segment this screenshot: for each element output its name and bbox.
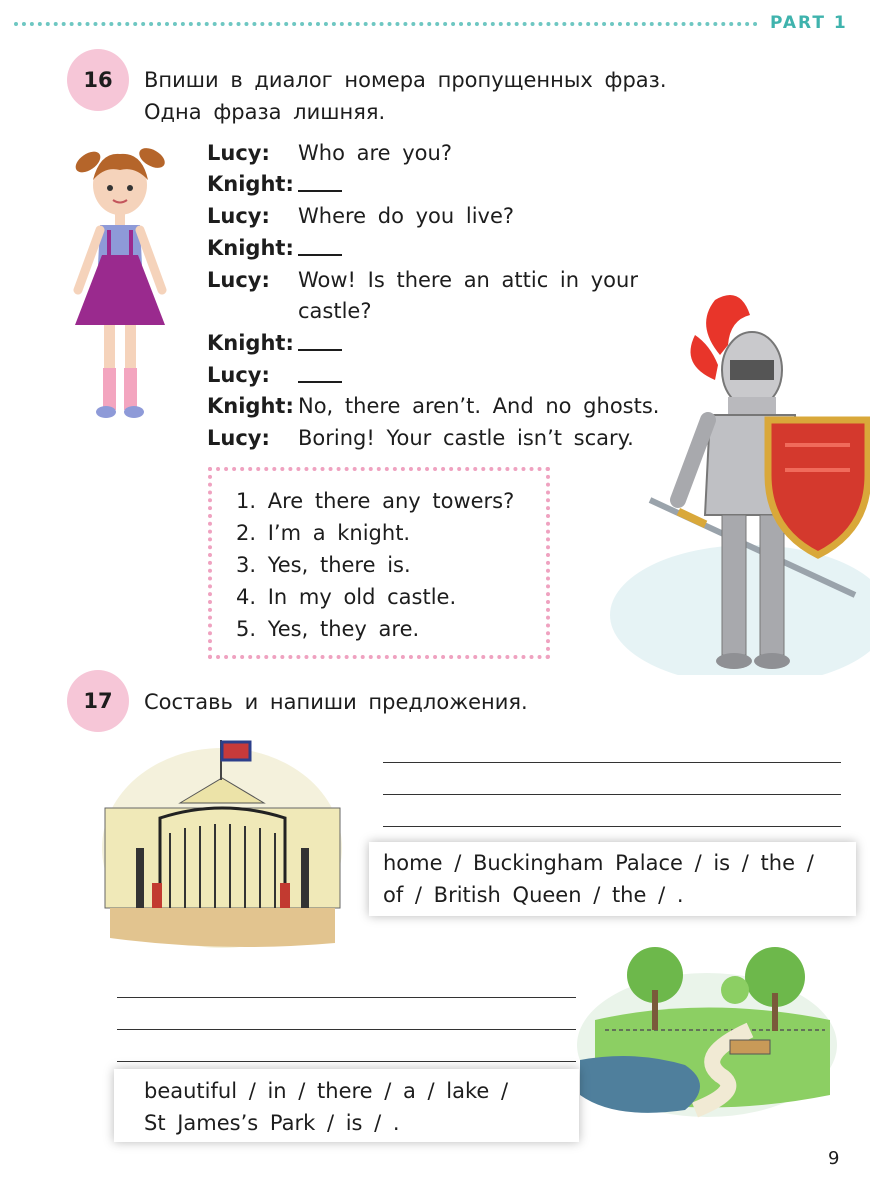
option-item: 2. I’m a knight. <box>236 521 411 545</box>
answer-blank[interactable] <box>298 232 342 256</box>
dialogue-text: Wow! Is there an attic in your <box>298 268 638 292</box>
speaker-label: Knight: <box>207 236 294 260</box>
writing-line[interactable] <box>117 997 576 998</box>
dialogue-text: castle? <box>298 299 372 323</box>
option-item: 3. Yes, there is. <box>236 553 411 577</box>
exercise-16-instruction <box>144 64 667 128</box>
word-card-1 <box>369 842 856 916</box>
knight-illustration <box>600 285 870 675</box>
speaker-label: Lucy: <box>207 204 270 228</box>
option-item: 4. In my old castle. <box>236 585 457 609</box>
options-list <box>236 485 514 645</box>
instruction-line-1: Впиши в диалог номера пропущенных фраз. <box>144 68 667 92</box>
speaker-label: Lucy: <box>207 363 270 387</box>
exercise-16-badge: 16 <box>67 49 129 111</box>
answer-blank[interactable] <box>298 359 342 383</box>
lucy-illustration <box>60 140 180 425</box>
buckingham-palace-illustration <box>100 738 345 948</box>
writing-line[interactable] <box>383 794 841 795</box>
dialogue-text: Who are you? <box>298 141 452 165</box>
speaker-label: Lucy: <box>207 141 270 165</box>
word-card-line: beautiful / in / there / a / lake / <box>144 1079 509 1103</box>
word-card-line: of / British Queen / the / . <box>383 883 684 907</box>
writing-line[interactable] <box>117 1061 576 1062</box>
part-label: PART 1 <box>770 13 848 33</box>
instruction-line-2: Одна фраза лишняя. <box>144 100 386 124</box>
speaker-label: Lucy: <box>207 426 270 450</box>
dialogue-text: Boring! Your castle isn’t scary. <box>298 426 634 450</box>
speaker-label: Lucy: <box>207 268 270 292</box>
speaker-label: Knight: <box>207 394 294 418</box>
word-card-line: St James’s Park / is / . <box>144 1111 400 1135</box>
dialogue-text: Where do you live? <box>298 204 515 228</box>
exercise-17-instruction: Составь и напиши предложения. <box>144 690 528 714</box>
writing-line[interactable] <box>383 826 841 827</box>
dialogue-text: No, there aren’t. And no ghosts. <box>298 394 660 418</box>
option-item: 1. Are there any towers? <box>236 489 515 513</box>
word-card-line: home / Buckingham Palace / is / the / <box>383 851 814 875</box>
page-number: 9 <box>828 1148 840 1169</box>
writing-line[interactable] <box>117 1029 576 1030</box>
exercise-17-badge: 17 <box>67 670 129 732</box>
word-card-2 <box>114 1069 579 1142</box>
option-item: 5. Yes, they are. <box>236 617 420 641</box>
speaker-label: Knight: <box>207 331 294 355</box>
writing-line[interactable] <box>383 762 841 763</box>
header-dotted-rule <box>14 22 758 26</box>
options-box <box>208 467 550 659</box>
speaker-label: Knight: <box>207 172 294 196</box>
answer-blank[interactable] <box>298 168 342 192</box>
st-james-park-illustration <box>575 935 840 1120</box>
answer-blank[interactable] <box>298 327 342 351</box>
